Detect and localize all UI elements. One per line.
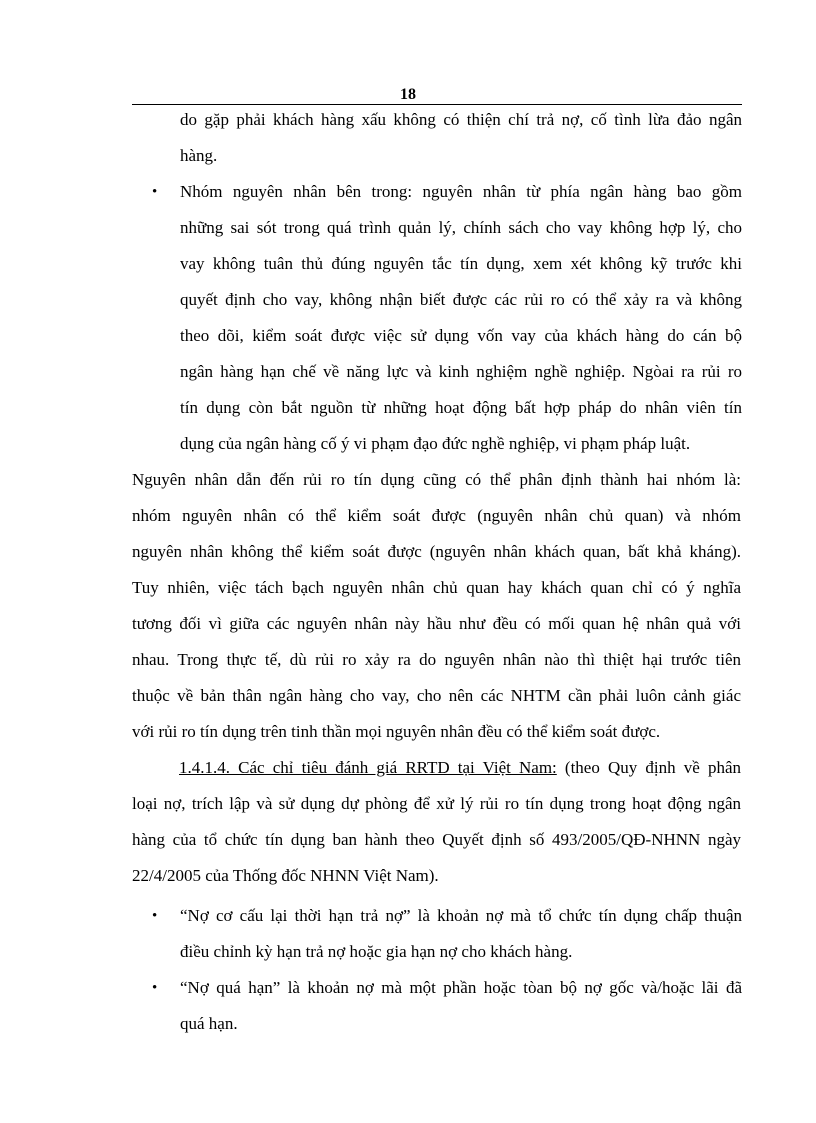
text-line: quá hạn.: [180, 1014, 238, 1033]
text-line: tín dụng còn bắt nguồn từ những hoạt động bất hợp pháp do nhân viên tín: [180, 398, 742, 417]
bullet-overdue-debt: [152, 970, 742, 1042]
section-heading-tail: (theo Quy định về phân: [564, 758, 741, 777]
text-line: tương đối vì giữa các nguyên nhân này hầu như đều có mối quan hệ nhân quả với: [132, 614, 741, 633]
text-line: Tuy nhiên, việc tách bạch nguyên nhân chủ quan hay khách quan chỉ có ý nghĩa: [132, 578, 741, 597]
text-line: quyết định cho vay, không nhận biết được các rủi ro có thể xảy ra và không: [180, 290, 742, 309]
text-line: vay không tuân thủ đúng nguyên tắc tín dụng, xem xét không kỹ trước khi: [180, 254, 742, 273]
bullet-internal-causes: [152, 174, 742, 462]
text-line: hàng của tổ chức tín dụng ban hành theo Quyết định số 493/2005/QĐ-NHNN ngày: [132, 830, 741, 849]
text-line: [132, 750, 741, 786]
cause-classification-paragraph: [132, 462, 741, 750]
text-line: 22/4/2005 của Thống đốc NHNN Việt Nam).: [132, 866, 439, 885]
bullet-icon: •: [152, 908, 158, 924]
bullet-icon: •: [152, 184, 158, 200]
text-line: nguyên nhân không thể kiểm soát được (nguyên nhân khách quan, bất khả kháng).: [132, 542, 741, 561]
text-line: dụng của ngân hàng cố ý vi phạm đạo đức nghề nghiệp, vi phạm pháp luật.: [180, 434, 691, 453]
text-line: theo dõi, kiểm soát được việc sử dụng vốn vay của khách hàng do cán bộ: [180, 326, 742, 345]
text-line: với rủi ro tín dụng trên tinh thần mọi nguyên nhân đều có thể kiểm soát được.: [132, 722, 661, 741]
bullet-restructured-debt: [152, 898, 742, 970]
text-line: điều chỉnh kỳ hạn trả nợ hoặc gia hạn nợ cho khách hàng.: [180, 942, 573, 961]
text-line: Nguyên nhân dẫn đến rủi ro tín dụng cũng có thể phân định thành hai nhóm là:: [132, 470, 741, 489]
text-line: ngân hàng hạn chế về năng lực và kinh nghiệm nghề nghiệp. Ngòai ra rủi ro: [180, 362, 742, 381]
text-line: “Nợ quá hạn” là khoản nợ mà một phần hoặc tòan bộ nợ gốc và/hoặc lãi đã: [180, 978, 742, 997]
text-line: hàng.: [180, 146, 218, 165]
page-number: 18: [400, 86, 416, 103]
section-criteria-paragraph: [132, 750, 741, 894]
text-line: thuộc về bản thân ngân hàng cho vay, cho nên các NHTM cần phải luôn cảnh giác: [132, 686, 741, 705]
section-heading: 1.4.1.4. Các chỉ tiêu đánh giá RRTD tại Việt Nam:: [179, 758, 557, 777]
continuation-text: [180, 102, 742, 174]
text-line: do gặp phải khách hàng xấu không có thiện chí trả nợ, cố tình lừa đảo ngân: [180, 110, 742, 129]
bullet-icon: •: [152, 980, 158, 996]
text-line: “Nợ cơ cấu lại thời hạn trả nợ” là khoản nợ mà tổ chức tín dụng chấp thuận: [180, 906, 742, 925]
text-line: những sai sót trong quá trình quản lý, chính sách cho vay không hợp lý, cho: [180, 218, 742, 237]
text-line: Nhóm nguyên nhân bên trong: nguyên nhân từ phía ngân hàng bao gồm: [180, 182, 742, 201]
text-line: nhóm nguyên nhân có thể kiểm soát được (nguyên nhân chủ quan) và nhóm: [132, 506, 741, 525]
text-line: nhau. Trong thực tế, dù rủi ro xảy ra do nguyên nhân nào thì thiệt hại trước tiên: [132, 650, 741, 669]
text-line: loại nợ, trích lập và sử dụng dự phòng để xử lý rủi ro tín dụng trong hoạt động ngân: [132, 794, 741, 813]
